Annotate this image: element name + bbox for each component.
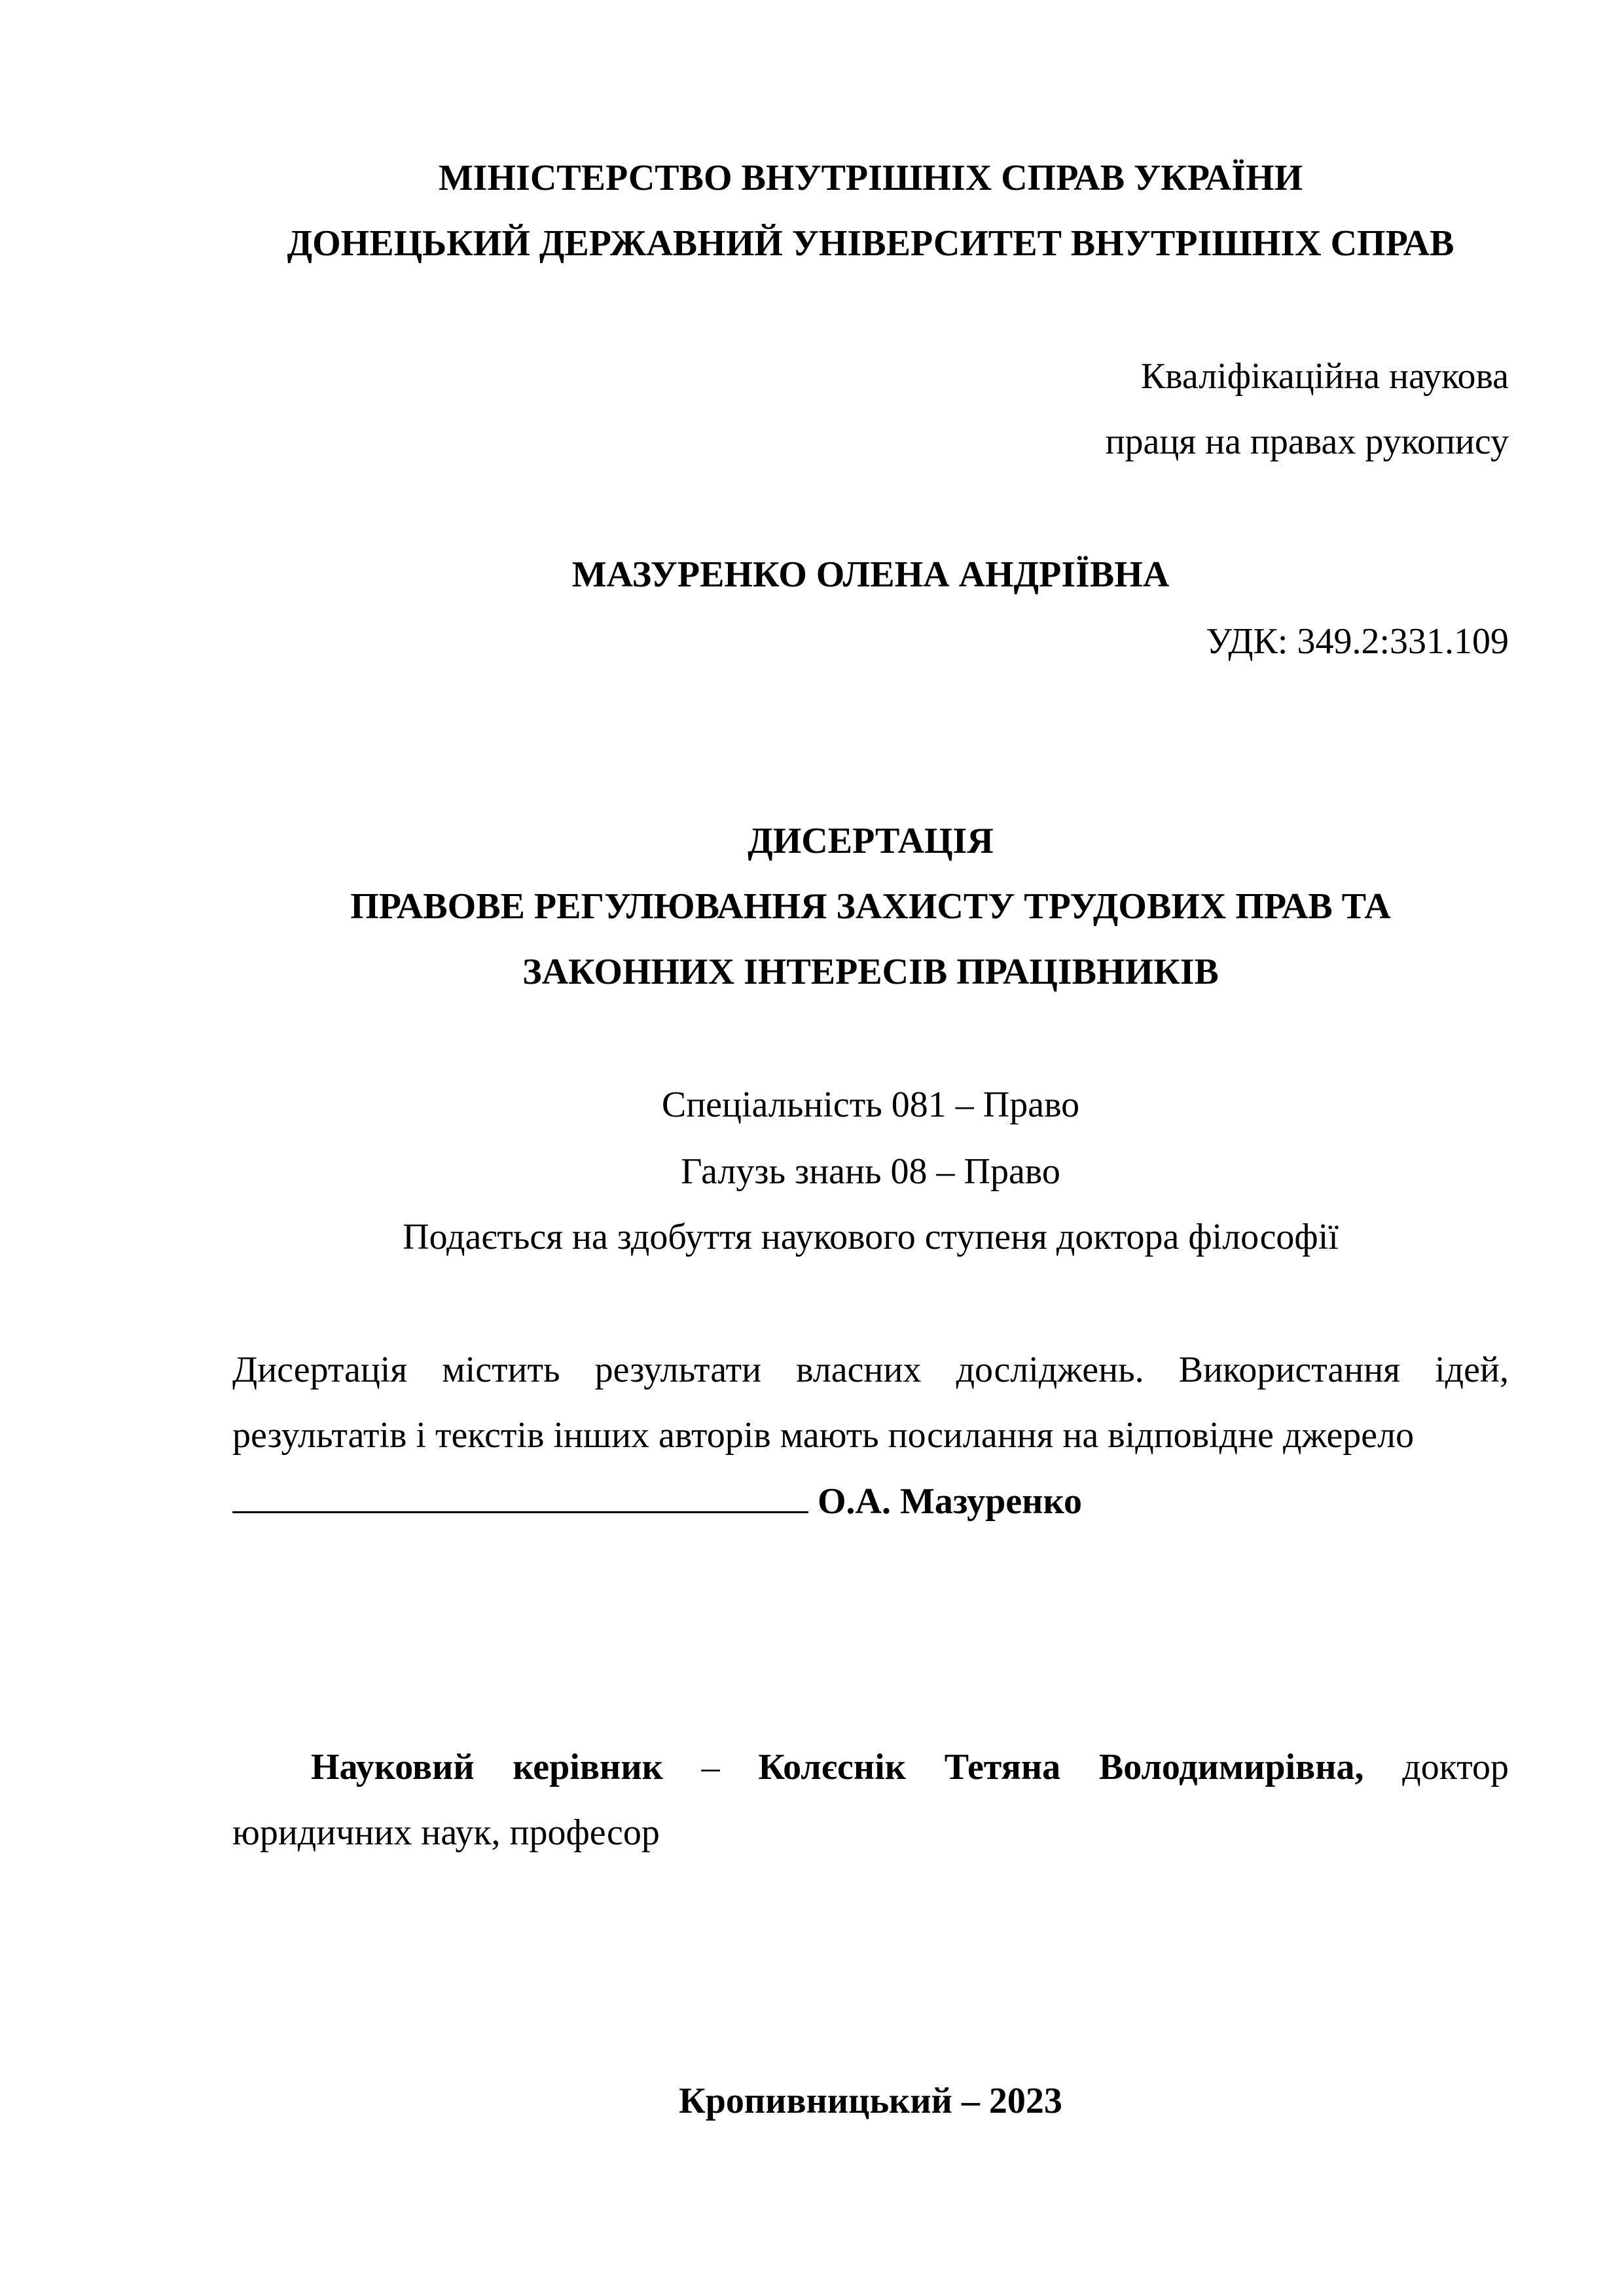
signature-name: О.А. Мазуренко <box>818 1481 1082 1522</box>
supervisor-line-2: юридичних наук, професор <box>232 1812 660 1853</box>
dissertation-label: ДИСЕРТАЦІЯ <box>748 821 994 861</box>
supervisor-word: Колєснік <box>758 1747 906 1787</box>
dissertation-title-line-1: ПРАВОВЕ РЕГУЛЮВАННЯ ЗАХИСТУ ТРУДОВИХ ПРАВ ТА <box>350 886 1391 927</box>
specialty-line: Спеціальність 081 – Право <box>661 1085 1080 1125</box>
dissertation-title-line-2: ЗАКОННИХ ІНТЕРЕСІВ ПРАЦІВНИКІВ <box>522 952 1219 992</box>
supervisor-word: Тетяна <box>944 1747 1061 1787</box>
ministry-heading: МІНІСТЕРСТВО ВНУТРІШНІХ СПРАВ УКРАЇНИ <box>438 158 1303 198</box>
declaration-line-2: результатів і текстів інших авторів мають посилання на відповідне джерело <box>232 1415 1415 1456</box>
declaration-line-1 <box>232 1347 1509 1393</box>
degree-line: Подається на здобуття наукового ступеня доктора філософії <box>403 1217 1339 1257</box>
declaration-word: містить <box>442 1350 560 1390</box>
university-heading: ДОНЕЦЬКИЙ ДЕРЖАВНИЙ УНІВЕРСИТЕТ ВНУТРІШНІХ СПРАВ <box>287 223 1454 264</box>
city-year: Кропивницький – 2023 <box>679 2081 1062 2121</box>
declaration-word: Використання <box>1178 1350 1400 1390</box>
signature-row <box>232 1476 1082 1524</box>
declaration-word: результати <box>594 1350 762 1390</box>
udc-code: УДК: 349.2:331.109 <box>1206 621 1509 662</box>
author-name: МАЗУРЕНКО ОЛЕНА АНДРІЇВНА <box>571 554 1170 595</box>
signature-line <box>232 1476 808 1513</box>
supervisor-word: Науковий <box>311 1747 475 1787</box>
status-line-1: Кваліфікаційна наукова <box>1140 356 1509 397</box>
supervisor-word: Володимирівна, <box>1098 1747 1364 1787</box>
declaration-word: досліджень. <box>956 1350 1144 1390</box>
field-line: Галузь знань 08 – Право <box>681 1151 1060 1192</box>
supervisor-word: керівник <box>513 1747 663 1787</box>
declaration-word: власних <box>796 1350 922 1390</box>
supervisor-word: – <box>701 1747 720 1787</box>
status-line-2: праця на правах рукопису <box>1105 422 1509 462</box>
declaration-word: ідей, <box>1435 1350 1509 1390</box>
supervisor-line-1 <box>311 1744 1509 1790</box>
supervisor-word: доктор <box>1402 1747 1509 1787</box>
declaration-word: Дисертація <box>232 1350 408 1390</box>
